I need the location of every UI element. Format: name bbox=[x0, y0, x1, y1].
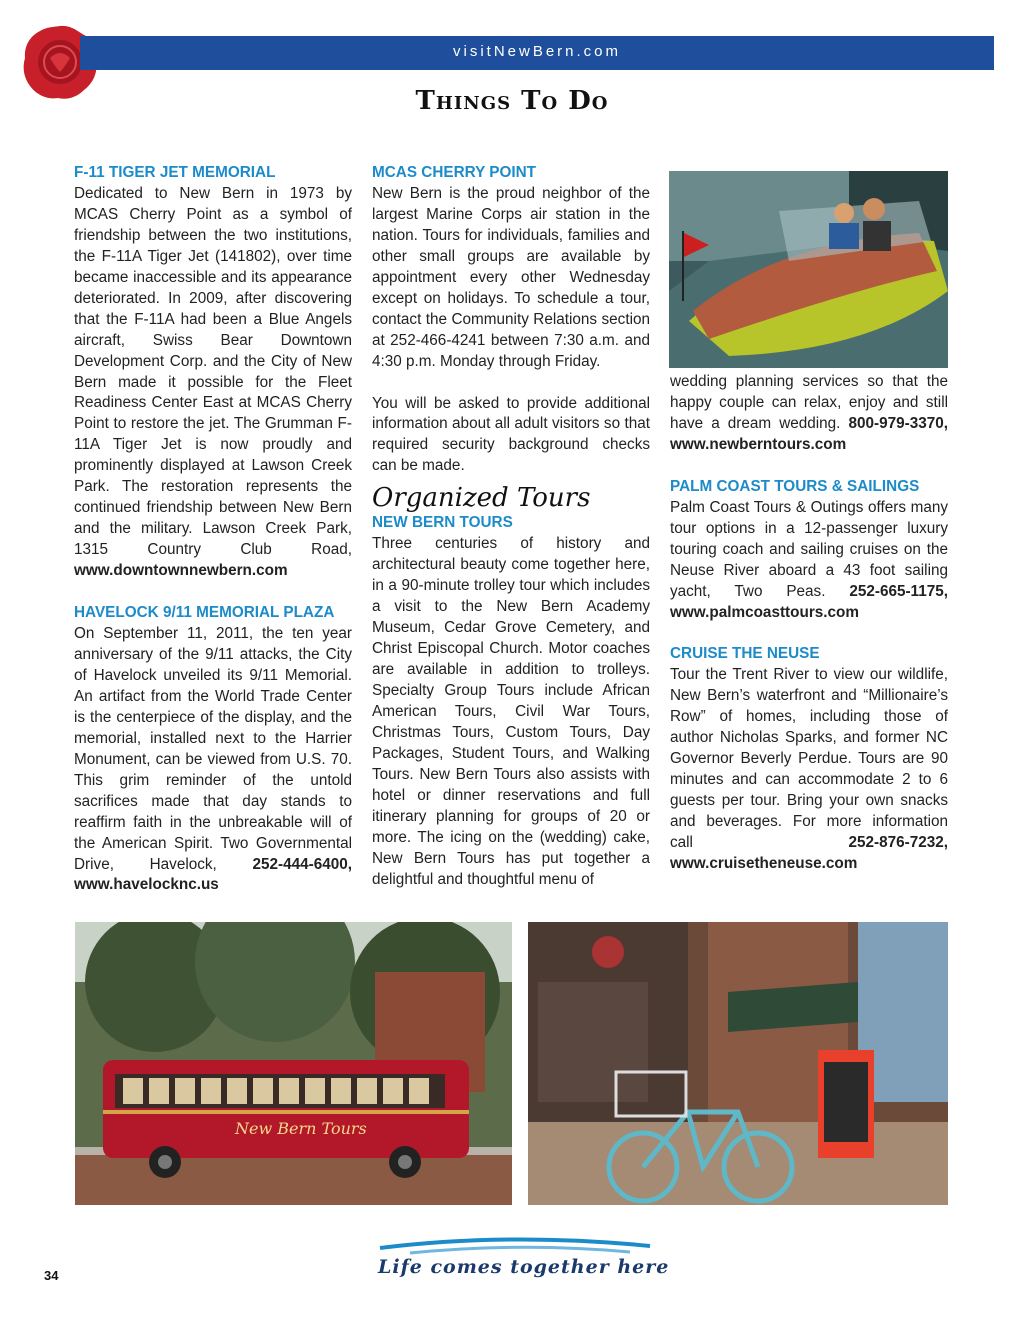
palm-phone: 252-665-1175, bbox=[849, 582, 948, 600]
mcas-body-2: You will be asked to provide additional information about all adult visitors so that required security background checks can be made. bbox=[372, 394, 650, 475]
column-2 bbox=[372, 163, 650, 891]
section-heading-mcas: MCAS CHERRY POINT bbox=[372, 164, 537, 181]
organized-tours-title: Organized Tours bbox=[372, 483, 591, 514]
header-banner bbox=[80, 36, 994, 70]
site-url[interactable]: visitNewBern.com bbox=[452, 43, 622, 60]
page-title: Things To Do bbox=[415, 86, 609, 116]
cruise-link[interactable]: www.cruisetheneuse.com bbox=[670, 855, 858, 873]
newbern-phone: 800-979-3370, bbox=[848, 414, 948, 432]
section-heading-f11: F-11 TIGER JET MEMORIAL bbox=[74, 164, 276, 181]
havelock-link[interactable]: www.havelocknc.us bbox=[74, 876, 219, 894]
palm-link[interactable]: www.palmcoasttours.com bbox=[670, 603, 859, 621]
havelock-body: On September 11, 2011, the ten year anniversary of the 9/11 attacks, the City of Havelock unveiled its 9/11 Memorial. An artifact from the World Trade Center is the centerpiece of the display, and the memorial, installed next to the Harrier Monument, can be viewed from U.S. 70. This grim reminder of the untold sacrifices made that day stands to reaffirm faith in the unbreakable will of the American Spirit. Two Governmental Drive, Havelock, bbox=[74, 625, 352, 873]
mcas-body-1: New Bern is the proud neighbor of the largest Marine Corps air station in the nation. Tours for individuals, families and other small groups are available by appointment every other Wednesday except on holidays. To schedule a tour, contact the Community Relations section at 252-466-4241 between 7:30 a.m. and 4:30 p.m. Monday through Friday. bbox=[372, 184, 650, 370]
section-heading-havelock: HAVELOCK 9/11 MEMORIAL PLAZA bbox=[74, 604, 335, 622]
trolley-sign: New Bern Tours bbox=[235, 1119, 367, 1138]
f11-body: Dedicated to New Bern in 1973 by MCAS Cherry Point as a symbol of friendship between the two institutions, the F-11A Tiger Jet (141802), over time became inaccessible and its appearance deteriorated. In 2009, after discovering that the F-11A had been a Blue Angels aircraft, Swiss Bear Downtown Development Corp. and the City of New Bern made it possible for the Fleet Readiness Center East at MCAS Cherry Point to restore the jet. The Grumman F-11A Tiger Jet is now proudly and prominently displayed at Lawson Creek Park. The restoration represents the continued friendship between New Bern and the military. Lawson Creek Park, 1315 Country Club Road, bbox=[74, 184, 352, 559]
cruise-body: Tour the Trent River to view our wildlife, New Bern’s waterfront and “Millionaire’s Row” of homes, including those of author Nicholas Sparks, and former NC Governor Beverly Perdue. Tours are 90 minutes and can accommodate 2 to 6 guests per tour. Bring your own snacks and beverages. For more information call bbox=[670, 666, 948, 852]
footer-logo bbox=[370, 1236, 670, 1296]
tagline: Life comes together here bbox=[378, 1256, 670, 1278]
section-heading-newbern: NEW BERN TOURS bbox=[372, 514, 513, 532]
section-heading-cruise: CRUISE THE NEUSE bbox=[670, 645, 820, 663]
boat-photo bbox=[669, 171, 948, 368]
palm-body: Palm Coast Tours & Outings offers many tour options in a 12-passenger luxury touring coach and sailing cruises on the Neuse River aboard a 43 foot sailing yacht, Two Peas. bbox=[670, 498, 948, 600]
section-heading-palm: PALM COAST TOURS & SAILINGS bbox=[670, 477, 920, 495]
havelock-phone: 252-444-6400, bbox=[252, 855, 352, 873]
page-number: 34 bbox=[44, 1268, 59, 1283]
trolley-photo bbox=[75, 922, 512, 1205]
newbern-body-continued: wedding planning services so that the happy couple can relax, enjoy and still have a dream wedding. bbox=[670, 373, 948, 432]
cruise-phone: 252-876-7232, bbox=[848, 834, 948, 852]
f11-link[interactable]: www.downtownnewbern.com bbox=[74, 562, 288, 580]
newbern-body: Three centuries of history and architectural beauty come together here, in a 90-minute trolley tour which includes a visit to the New Bern Academy Museum, Cedar Grove Cemetery, and Christ Episcopal Church. Motor coaches are available in addition to trolleys. Specialty Group Tours include African American Tours, Civil War Tours, Christmas Tours, Custom Tours, Day Packages, Student Tours, and Walking Tours. New Bern Tours also assists with hotel or dinner reservations and full itinerary planning for groups of 20 or more. The icing on the (wedding) cake, New Bern Tours has put together a delightful and thoughtful menu of bbox=[372, 535, 650, 888]
column-3 bbox=[670, 372, 948, 875]
newbern-link[interactable]: www.newberntours.com bbox=[670, 435, 847, 453]
column-1 bbox=[74, 163, 352, 896]
bicycle-photo bbox=[528, 922, 948, 1205]
